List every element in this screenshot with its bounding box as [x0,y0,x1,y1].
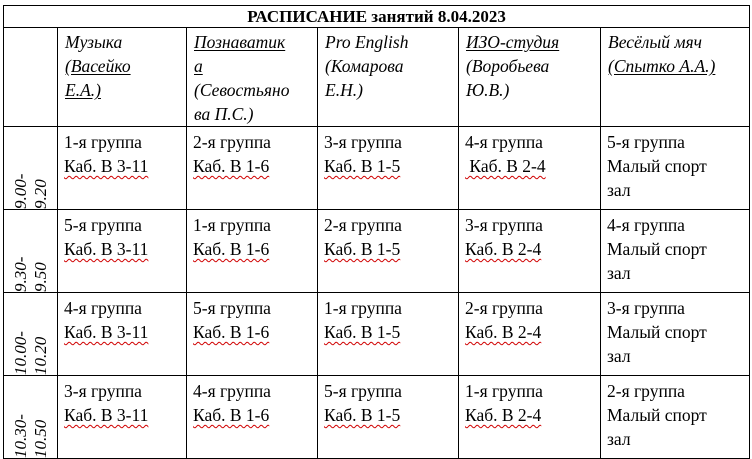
schedule-cell [601,293,750,376]
group-label: 1-я группа [465,381,543,401]
header-poznavatika-line2: а [194,56,203,76]
group-label: 2-я группа [465,298,543,318]
group-label: 1-я группа [64,132,142,152]
schedule-table [3,5,750,459]
schedule-cell [459,376,601,459]
group-label: 3-я группа [607,298,685,318]
time-end: 9.20 [30,179,50,209]
header-veselyi-myach [601,28,750,127]
room-label: Каб. В 1-5 [324,239,401,259]
header-music-line3: Е.А.) [65,80,101,100]
schedule-cell [318,376,459,459]
header-poznavatika-line4: ва П.С.) [194,104,254,124]
group-label: 5-я группа [193,298,271,318]
room-label: Каб. В 3-11 [64,322,149,342]
room-label: Каб. В 2-4 [465,405,542,425]
room-label: Каб. В 3-11 [64,239,149,259]
room-label: Малый спорт [607,156,707,176]
room-label: Каб. В 1-6 [193,156,270,176]
room-label: Малый спорт [607,322,707,342]
group-label: 5-я группа [324,381,402,401]
schedule-cell [58,376,187,459]
group-label: 1-я группа [324,298,402,318]
group-label: 1-я группа [193,215,271,235]
room-label: Малый спорт [607,239,707,259]
header-pro-english-line3: Е.Н.) [325,80,363,100]
table-row [4,293,750,376]
schedule-cell [187,127,318,210]
header-poznavatika [187,28,318,127]
header-izo-studio-line2: (Воробьева [466,56,550,76]
group-label: 3-я группа [324,132,402,152]
table-row [4,210,750,293]
schedule-cell [187,210,318,293]
group-label: 4-я группа [193,381,271,401]
group-label: 2-я группа [324,215,402,235]
schedule-cell [58,210,187,293]
header-corner-cell [4,28,58,127]
room-label-line2: зал [607,346,631,366]
schedule-cell [601,127,750,210]
group-label: 3-я группа [64,381,142,401]
time-start: 9.30- [10,256,30,292]
header-izo-studio [459,28,601,127]
room-label: Каб. В 3-11 [64,156,149,176]
table-row [4,127,750,210]
time-start: 10.00- [10,331,30,375]
schedule-cell [58,293,187,376]
room-label: Каб. В 2-4 [465,156,546,176]
room-label: Каб. В 1-6 [193,322,270,342]
header-veselyi-myach-line2: (Сnыmко А.А.) [608,56,716,76]
header-music-line2: (Васейко [65,56,131,76]
time-start: 10.30- [10,414,30,458]
room-label-line2: зал [607,180,631,200]
header-pro-english-line1: Pro English [325,32,409,52]
schedule-cell [58,127,187,210]
group-label: 2-я группа [607,381,685,401]
group-label: 4-я группа [607,215,685,235]
schedule-cell [601,210,750,293]
time-end: 10.50 [30,419,50,458]
schedule-cell [318,293,459,376]
time-start: 9.00- [10,173,30,209]
table-row [4,376,750,459]
schedule-title: РАСПИСАНИЕ занятий 8.04.2023 [4,6,750,28]
room-label: Каб. В 1-5 [324,322,401,342]
time-end: 10.20 [30,336,50,375]
header-veselyi-myach-line1: Весёлый мяч [608,32,703,52]
schedule-cell [187,376,318,459]
header-music-line1: Музыка [65,32,123,52]
schedule-cell [318,210,459,293]
room-label: Каб. В 3-11 [64,405,149,425]
group-label: 3-я группа [465,215,543,235]
group-label: 4-я группа [64,298,142,318]
time-cell [4,293,58,376]
header-izo-studio-line3: Ю.В.) [466,80,510,100]
group-label: 2-я группа [193,132,271,152]
header-pro-english-line2: (Комарова [325,56,404,76]
room-label: Каб. В 1-6 [193,239,270,259]
header-poznavatika-line1: Познаватик [194,32,286,52]
header-izo-studio-line1: ИЗО-студия [466,32,560,52]
room-label: Каб. В 2-4 [465,239,542,259]
header-row [4,28,750,127]
header-poznavatika-line3: (Севостьяно [194,80,290,100]
group-label: 5-я группа [64,215,142,235]
room-label: Каб. В 2-4 [465,322,542,342]
time-end: 9.50 [30,262,50,292]
group-label: 4-я группа [465,132,543,152]
room-label: Каб. В 1-5 [324,405,401,425]
schedule-cell [601,376,750,459]
header-pro-english [318,28,459,127]
group-label: 5-я группа [607,132,685,152]
time-cell [4,127,58,210]
schedule-cell [187,293,318,376]
schedule-cell [459,210,601,293]
room-label: Каб. В 1-6 [193,405,270,425]
room-label-line2: зал [607,429,631,449]
time-cell [4,376,58,459]
room-label: Малый спорт [607,405,707,425]
schedule-cell [459,127,601,210]
time-cell [4,210,58,293]
schedule-cell [459,293,601,376]
schedule-cell [318,127,459,210]
room-label-line2: зал [607,263,631,283]
room-label: Каб. В 1-5 [324,156,401,176]
header-music [58,28,187,127]
